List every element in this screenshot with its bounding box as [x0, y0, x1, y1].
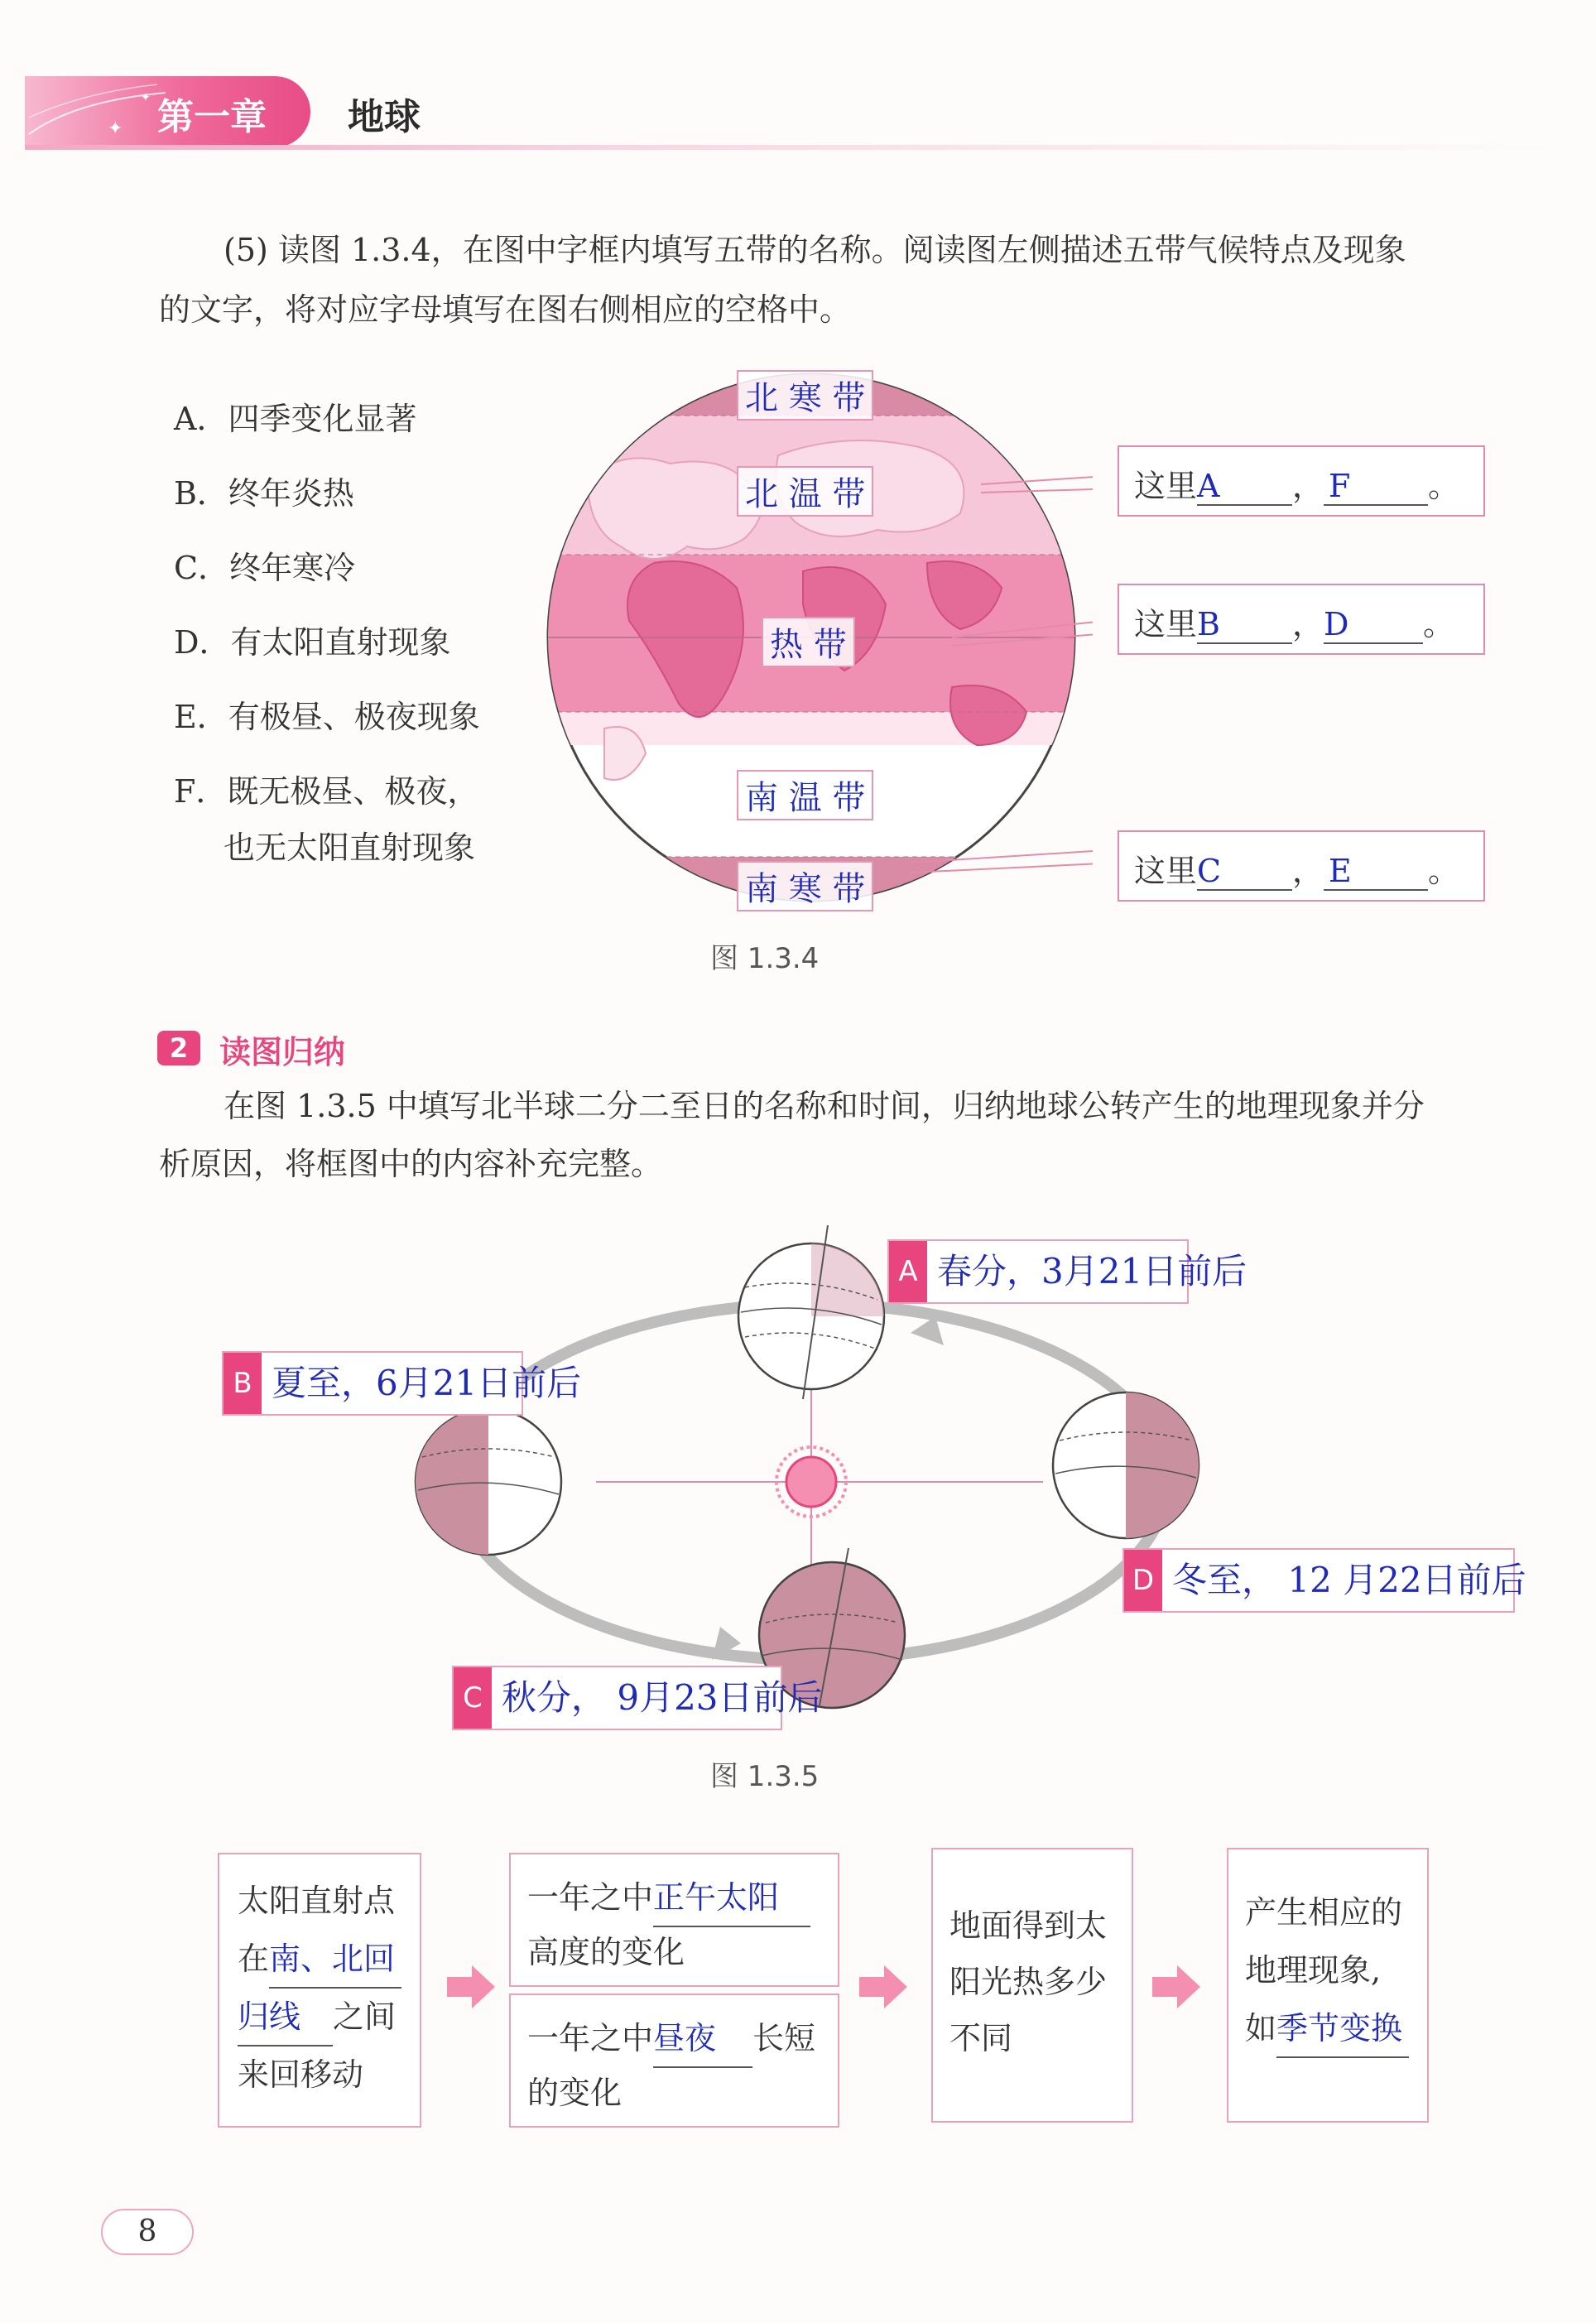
- flow-box-heat: [931, 1848, 1133, 2123]
- season-label-a: [887, 1239, 1247, 1304]
- answer-prefix: 这里: [1134, 853, 1198, 889]
- option-f-cont: 也无太阳直射现象: [224, 830, 476, 866]
- svg-text:✦: ✦: [141, 91, 151, 104]
- answer-blank-e[interactable]: E: [1324, 853, 1428, 891]
- zone-north-temperate: 北 温 带: [737, 466, 873, 517]
- flow-box2a-pre: 一年之中: [527, 1879, 654, 1916]
- figure-caption-135: 图 1.3.5: [710, 1760, 820, 1793]
- header-divider: [25, 145, 1565, 150]
- answer-blank-a[interactable]: A: [1197, 468, 1292, 506]
- section-badge: 2: [157, 1031, 200, 1065]
- answer-box-frigid: [1118, 830, 1485, 902]
- flow-arrow-2: [859, 1962, 909, 2012]
- q5-line2: 的文字，将对应字母填写在图右侧相应的空格中。: [159, 291, 852, 328]
- flow-box1-answer1[interactable]: 南、北回: [269, 1931, 401, 1989]
- section2-line1: 在图 1.3.5 中填写北半球二分二至日的名称和时间，归纳地球公转产生的地理现象并分: [224, 1088, 1425, 1124]
- chapter-title: 地球: [348, 96, 421, 138]
- section2-line2: 析原因，将框图中的内容补充完整。: [159, 1146, 663, 1182]
- season-label-d: [1122, 1548, 1526, 1613]
- answer-end: 。: [1428, 853, 1460, 889]
- answer-blank-c[interactable]: C: [1197, 853, 1292, 891]
- flow-box2a-post: 高度的变化: [527, 1934, 685, 1970]
- flow-box-phenomena: [1227, 1848, 1429, 2123]
- flow-box1-pre: 在: [238, 1941, 270, 1977]
- flow-arrow-1: [447, 1962, 497, 2012]
- season-letter: C: [454, 1667, 492, 1729]
- globe-summer: [416, 1409, 561, 1555]
- svg-text:✦: ✦: [108, 118, 123, 139]
- answer-end: 。: [1428, 468, 1460, 504]
- globe-spring: [738, 1225, 884, 1399]
- option-c: C．终年寒冷: [174, 550, 356, 586]
- zone-south-temperate: 南 温 带: [737, 770, 873, 820]
- flow-box4-line1: 产生相应的: [1245, 1894, 1403, 1931]
- option-f: F．既无极昼、极夜，: [174, 773, 479, 810]
- flow-box-day-length: [509, 1994, 839, 2128]
- flow-box2b-post: 的变化: [527, 2075, 623, 2111]
- flow-box1-line4: 来回移动: [238, 2056, 364, 2093]
- flow-box3-line2: 阳光热多少: [949, 1964, 1108, 2000]
- globe-winter: [1053, 1392, 1199, 1538]
- season-text: 秋分， 9月23日前后: [502, 1677, 823, 1718]
- flow-box4-pre: 如: [1245, 2010, 1277, 2046]
- flow-arrow-3: [1152, 1962, 1202, 2012]
- page-number: 8: [101, 2209, 194, 2255]
- season-text: 冬至， 12 月22日前后: [1172, 1560, 1526, 1600]
- option-e: E．有极昼、极夜现象: [174, 699, 480, 735]
- season-letter: B: [224, 1353, 262, 1414]
- season-label-b: [222, 1351, 582, 1416]
- zone-tropical: 热 带: [762, 617, 855, 667]
- flow-box2b-mid: 长短: [752, 2020, 816, 2056]
- decorative-stars: [25, 76, 174, 147]
- answer-blank-d[interactable]: D: [1324, 606, 1423, 644]
- answer-sep: ，: [1292, 468, 1324, 504]
- season-text: 夏至，6月21日前后: [272, 1363, 582, 1403]
- answer-sep: ，: [1292, 606, 1324, 642]
- season-letter: D: [1124, 1550, 1162, 1611]
- option-b: B．终年炎热: [174, 475, 354, 512]
- flow-box-sun-height: [509, 1853, 839, 1987]
- flow-box4-line2: 地理现象,: [1245, 1952, 1382, 1989]
- answer-sep: ，: [1292, 853, 1324, 889]
- section-title: 读图归纳: [219, 1034, 346, 1070]
- sun-icon: [776, 1447, 846, 1517]
- answer-blank-f[interactable]: F: [1324, 468, 1428, 506]
- flow-box3-line3: 不同: [949, 2020, 1013, 2056]
- flow-box1-answer2[interactable]: 归线: [238, 1989, 333, 2046]
- zone-south-frigid: 南 寒 带: [737, 861, 873, 911]
- flow-box2a-answer[interactable]: 正午太阳: [653, 1869, 810, 1927]
- season-letter: A: [889, 1241, 927, 1302]
- season-label-c: [452, 1666, 823, 1730]
- flow-box1-line1: 太阳直射点: [238, 1883, 396, 1919]
- flow-box1-post: 之间: [333, 1998, 397, 2035]
- season-text: 春分，3月21日前后: [937, 1251, 1247, 1291]
- answer-box-tropical: [1118, 584, 1485, 655]
- option-d: D．有太阳直射现象: [174, 624, 451, 661]
- answer-blank-b[interactable]: B: [1197, 606, 1292, 644]
- q5-line1: (5) 读图 1.3.4，在图中字框内填写五带的名称。阅读图左侧描述五带气候特点及现象: [224, 232, 1406, 268]
- flow-box2b-pre: 一年之中: [527, 2020, 654, 2056]
- flow-box2b-answer[interactable]: 昼夜: [653, 2010, 752, 2068]
- flow-box-cause: [218, 1853, 421, 2128]
- option-a: A．四季变化显著: [174, 401, 417, 437]
- answer-end: 。: [1423, 606, 1455, 642]
- figure-caption-134: 图 1.3.4: [710, 942, 820, 975]
- zone-north-frigid: 北 寒 带: [737, 370, 873, 421]
- flow-box4-answer[interactable]: 季节变换: [1276, 2000, 1409, 2058]
- chapter-label: 第一章: [157, 96, 267, 138]
- answer-prefix: 这里: [1134, 468, 1198, 504]
- answer-box-temperate: [1118, 445, 1485, 517]
- answer-prefix: 这里: [1134, 606, 1198, 642]
- flow-box3-line1: 地面得到太: [949, 1907, 1108, 1944]
